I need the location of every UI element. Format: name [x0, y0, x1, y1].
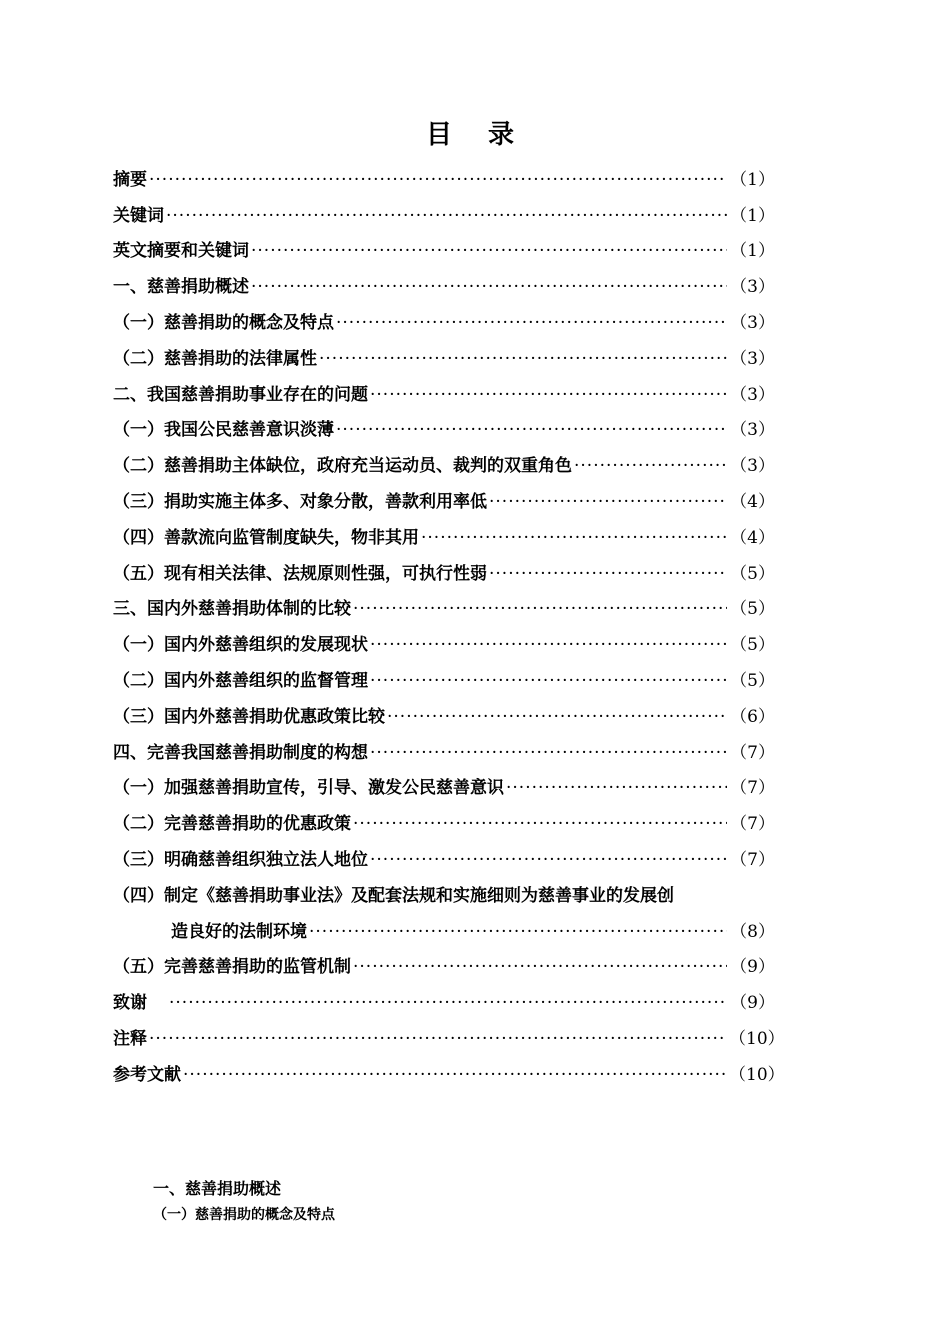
- dot-leader: [421, 526, 727, 550]
- toc-entry-label: 四、完善我国慈善捐助制度的构想: [113, 742, 368, 763]
- toc-entry-label: （四）制定《慈善捐助事业法》及配套法规和实施细则为慈善事业的发展创: [113, 885, 674, 906]
- dot-leader: [574, 454, 727, 478]
- toc-entry-page: （10）: [729, 1064, 785, 1085]
- dot-leader: [336, 418, 727, 442]
- toc-entry-section-1[interactable]: [113, 263, 775, 299]
- toc-entry-label: （二）慈善捐助的法律属性: [113, 348, 317, 369]
- dot-leader: [336, 311, 727, 335]
- dot-leader: [353, 955, 727, 979]
- toc-entry-page: （7）: [730, 814, 775, 835]
- toc-entry-keywords[interactable]: [113, 192, 775, 228]
- toc-entry-label: 英文摘要和关键词: [113, 241, 249, 262]
- toc-entry-section-2-3[interactable]: [113, 478, 775, 514]
- dot-leader: [370, 848, 727, 872]
- toc-entry-section-4-4[interactable]: [113, 872, 775, 908]
- toc-entry-section-4-1[interactable]: [113, 765, 775, 801]
- dot-leader: [149, 168, 727, 192]
- dot-leader: [251, 239, 727, 263]
- toc-entry-page: （4）: [730, 491, 775, 512]
- dot-leader: [370, 741, 727, 765]
- toc-entry-page: （6）: [730, 706, 775, 727]
- toc-entry-section-4-4-continued[interactable]: [113, 908, 775, 944]
- dot-leader: [506, 776, 727, 800]
- toc-entry-section-2-2[interactable]: [113, 442, 775, 478]
- toc-entry-page: （1）: [730, 205, 775, 226]
- toc-entry-label: （三）国内外慈善捐助优惠政策比较: [113, 706, 385, 727]
- toc-entry-label: 致谢: [113, 993, 147, 1014]
- section-subheading: （一）慈善捐助的概念及特点: [153, 1207, 335, 1223]
- toc-entry-section-2-4[interactable]: [113, 514, 775, 550]
- toc-entry-label: 摘要: [113, 169, 147, 190]
- toc-entry-label: （一）国内外慈善组织的发展现状: [113, 635, 368, 656]
- toc-entry-page: （10）: [729, 1028, 785, 1049]
- toc-entry-page: （3）: [730, 348, 775, 369]
- toc-entry-label: 关键词: [113, 205, 164, 226]
- toc-entry-label: 一、慈善捐助概述: [113, 277, 249, 298]
- toc-entry-page: （7）: [730, 849, 775, 870]
- toc-entry-page: （3）: [730, 420, 775, 441]
- toc-entry-section-4[interactable]: [113, 729, 775, 765]
- toc-entry-page: （5）: [730, 563, 775, 584]
- dot-leader: [309, 920, 727, 944]
- toc-entry-page: （5）: [730, 599, 775, 620]
- toc-title: 目录: [425, 120, 550, 150]
- dot-leader: [353, 597, 727, 621]
- toc-entry-label: （一）加强慈善捐助宣传，引导、激发公民慈善意识: [113, 778, 504, 799]
- dot-leader: [166, 204, 727, 228]
- toc-entry-page: （7）: [730, 742, 775, 763]
- toc-entry-label: 三、国内外慈善捐助体制的比较: [113, 599, 351, 620]
- toc-entry-section-2[interactable]: [113, 371, 775, 407]
- toc-entry-page: （3）: [730, 277, 775, 298]
- toc-entry-section-4-3[interactable]: [113, 836, 775, 872]
- toc-entry-page: （3）: [730, 456, 775, 477]
- section-heading: 一、慈善捐助概述: [153, 1179, 282, 1198]
- toc-entry-notes[interactable]: [113, 1015, 785, 1051]
- toc-entry-page: （5）: [730, 670, 775, 691]
- toc-entry-section-3[interactable]: [113, 586, 775, 622]
- toc-entry-label: （一）慈善捐助的概念及特点: [113, 312, 334, 333]
- dot-leader: [251, 275, 727, 299]
- toc-entry-page: （7）: [730, 778, 775, 799]
- toc-entry-page: （3）: [730, 312, 775, 333]
- toc-entry-references[interactable]: [113, 1051, 785, 1087]
- toc-entry-page: （9）: [730, 957, 775, 978]
- toc-entry-section-1-2[interactable]: [113, 335, 775, 371]
- toc-entry-label: （一）我国公民慈善意识淡薄: [113, 420, 334, 441]
- toc-entry-label-continued: 造良好的法制环境: [171, 921, 307, 942]
- toc-entry-label: （五）现有相关法律、法规原则性强，可执行性弱: [113, 563, 487, 584]
- toc-entry-section-3-1[interactable]: [113, 621, 775, 657]
- dot-leader: [169, 991, 727, 1015]
- toc-entry-label: （五）完善慈善捐助的监管机制: [113, 957, 351, 978]
- toc-entry-label: （二）慈善捐助主体缺位，政府充当运动员、裁判的双重角色: [113, 456, 572, 477]
- toc-entry-page: （4）: [730, 527, 775, 548]
- toc-entry-label: （二）完善慈善捐助的优惠政策: [113, 814, 351, 835]
- dot-leader: [319, 347, 727, 371]
- toc-entry-label: 参考文献: [113, 1064, 181, 1085]
- dot-leader: [183, 1063, 727, 1087]
- toc-entry-page: （8）: [730, 921, 775, 942]
- toc-entry-label: （二）国内外慈善组织的监督管理: [113, 670, 368, 691]
- toc-entry-page: （5）: [730, 635, 775, 656]
- toc-entry-label: （四）善款流向监管制度缺失，物非其用: [113, 527, 419, 548]
- toc-entry-section-3-3[interactable]: [113, 693, 775, 729]
- toc-entry-label: （三）明确慈善组织独立法人地位: [113, 849, 368, 870]
- toc-entry-page: （1）: [730, 241, 775, 262]
- dot-leader: [489, 490, 727, 514]
- toc-entry-page: （9）: [730, 993, 775, 1014]
- toc-entry-page: （3）: [730, 384, 775, 405]
- dot-leader: [387, 705, 727, 729]
- toc-entry-section-2-5[interactable]: [113, 550, 775, 586]
- toc-entry-section-2-1[interactable]: [113, 407, 775, 443]
- toc-entry-acknowledgements[interactable]: [113, 979, 775, 1015]
- toc-entry-section-4-2[interactable]: [113, 800, 775, 836]
- toc-entry-label: 注释: [113, 1028, 147, 1049]
- toc-entry-label: 二、我国慈善捐助事业存在的问题: [113, 384, 368, 405]
- toc-entry-section-1-1[interactable]: [113, 299, 775, 335]
- dot-leader: [489, 562, 727, 586]
- dot-leader: [370, 383, 727, 407]
- dot-leader: [149, 1027, 727, 1051]
- dot-leader: [370, 633, 727, 657]
- toc-entry-abstract[interactable]: [113, 156, 775, 192]
- toc-entry-section-4-5[interactable]: [113, 944, 775, 980]
- toc-entry-english-abstract[interactable]: [113, 228, 775, 264]
- dot-leader: [353, 812, 727, 836]
- table-of-contents: [113, 156, 785, 1087]
- toc-entry-page: （1）: [730, 169, 775, 190]
- toc-entry-label: （三）捐助实施主体多、对象分散，善款利用率低: [113, 491, 487, 512]
- dot-leader: [370, 669, 727, 693]
- toc-entry-section-3-2[interactable]: [113, 657, 775, 693]
